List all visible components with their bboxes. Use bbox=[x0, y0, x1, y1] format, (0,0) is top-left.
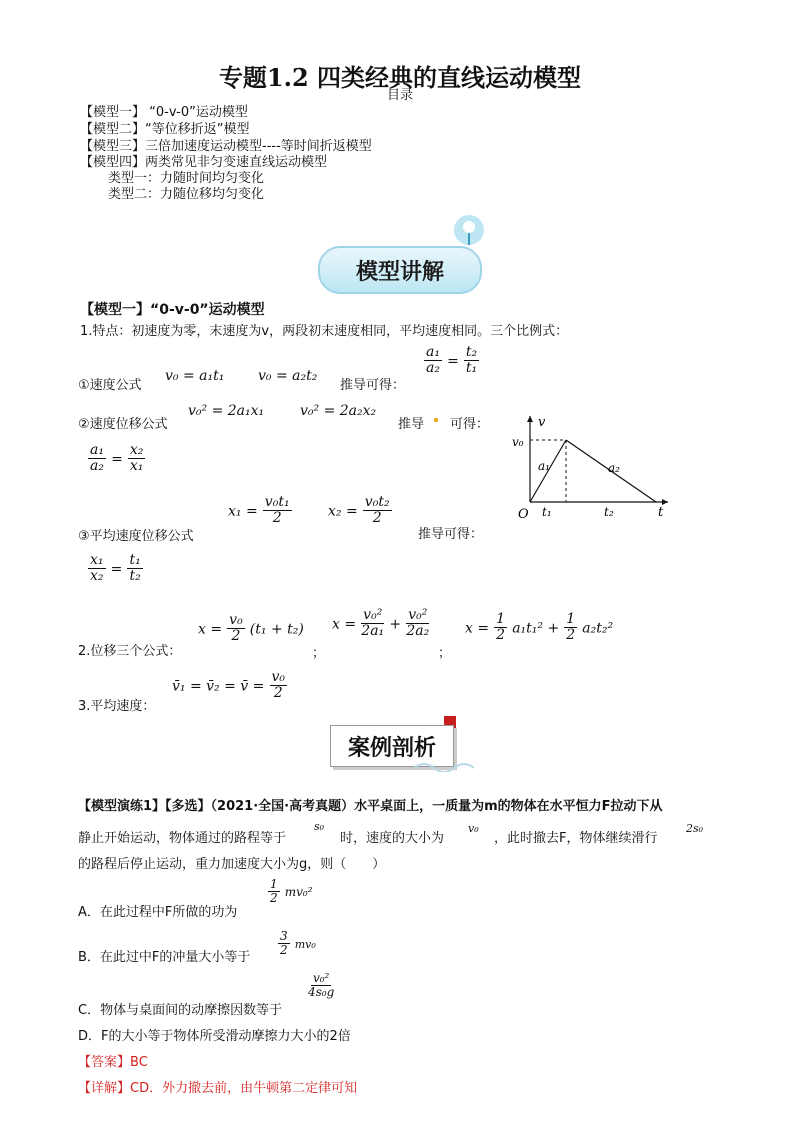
toc-item-4[interactable]: 【模型四】两类常见非匀变速直线运动模型 bbox=[80, 155, 328, 170]
disp-formula-2: v₀² = 2a₂x₂ bbox=[300, 403, 377, 419]
exercise-line-2a: 静止开始运动，物体通过的路程等于 bbox=[78, 831, 287, 846]
wave-decoration-icon bbox=[414, 760, 474, 772]
option-c-formula: $\frac{\text{v₀²}}{\text{4s₀g}}$ bbox=[308, 971, 335, 1000]
model1-features: 1.特点：初速度为零，末速度为v，两段初末速度相同，平均速度相同。三个比例式： bbox=[80, 324, 569, 339]
ratio-formula-2: $\frac{\text{a₁}}{\text{a₂}}$ = $\frac{\text{x₂}}{\text{x₁}}$ bbox=[90, 442, 144, 475]
toc-item-2[interactable]: 【模型二】“等位移折返”模型 bbox=[80, 122, 250, 137]
derive-label-3: 推导可得： bbox=[418, 527, 484, 542]
avg-speed-label: 3.平均速度： bbox=[78, 699, 156, 714]
speed-formula-2: v₀ = a₂t₂ bbox=[258, 368, 318, 384]
avg-speed-formula: v̄₁ = v̄₂ = v̄ = $\frac{\text{v₀}}{2}$ bbox=[172, 669, 286, 702]
toc-item-3[interactable]: 【模型三】三倍加速度运动模型----等时间折返模型 bbox=[80, 139, 372, 154]
derive-label-1: 推导可得： bbox=[340, 378, 406, 393]
s0-symbol: s₀ bbox=[314, 820, 325, 833]
detail: 【详解】CD．外力撤去前，由牛顿第二定律可知 bbox=[78, 1081, 358, 1096]
exercise-line-3: 的路程后停止运动，重力加速度大小为g，则（ ） bbox=[78, 857, 386, 872]
speed-formula-1: v₀ = a₁t₁ bbox=[165, 368, 225, 384]
option-c[interactable]: C．物体与桌面间的动摩擦因数等于 bbox=[78, 1003, 283, 1018]
graph-a1-label: a₁ bbox=[538, 459, 550, 473]
option-b[interactable]: B．在此过中F的冲量大小等于 bbox=[78, 950, 251, 965]
pos-formulas-label: 2.位移三个公式： bbox=[78, 644, 182, 659]
toc-heading: 目录 bbox=[386, 88, 413, 103]
separator-2: ； bbox=[438, 646, 452, 661]
avg-formula-1: x₁ = $\frac{\text{v₀t₁}}{2}$ bbox=[228, 494, 290, 527]
dot-mark bbox=[434, 418, 438, 422]
toc-item-1[interactable]: 【模型一】 “0-v-0”运动模型 bbox=[80, 105, 248, 120]
exercise-line-1: 【模型演练1】【多选】（2021·全国·高考真题）水平桌面上，一质量为m的物体在水平恒力F拉动下从 bbox=[78, 799, 663, 814]
vt-graph bbox=[508, 410, 678, 522]
option-d[interactable]: D．F的大小等于物体所受滑动摩擦力大小的2倍 bbox=[78, 1029, 351, 1044]
answer: 【答案】BC bbox=[78, 1055, 148, 1070]
graph-v0-label: v₀ bbox=[512, 435, 524, 449]
disp-formula-1: v₀² = 2a₁x₁ bbox=[188, 403, 265, 419]
case-analysis-badge: 案例剖析 bbox=[330, 725, 454, 767]
avg-formula-label: ③平均速度位移公式 bbox=[78, 529, 194, 544]
page-title: 专题1.2 四类经典的直线运动模型 bbox=[218, 63, 582, 92]
graph-origin-label: O bbox=[518, 507, 529, 522]
graph-v-label: v bbox=[538, 415, 546, 430]
model1-heading: 【模型一】“0-v-0”运动模型 bbox=[80, 302, 265, 318]
two-s0-symbol: 2s₀ bbox=[686, 822, 704, 835]
avg-formula-2: x₂ = $\frac{\text{v₀t₂}}{2}$ bbox=[328, 494, 390, 527]
separator-1: ； bbox=[312, 646, 326, 661]
pos-formula-3: x = $\frac{1}{2}$ a₁t₁² + $\frac{1}{2}$ a₂t₂² bbox=[465, 611, 614, 644]
toc-subitem-1[interactable]: 类型一：力随时间均匀变化 bbox=[108, 171, 265, 186]
flower-icon bbox=[452, 213, 486, 247]
exercise-line-2b: 时，速度的大小为 bbox=[340, 831, 445, 846]
pos-formula-1: x = $\frac{\text{v₀}}{2}$ (t₁ + t₂) bbox=[198, 612, 304, 645]
pos-formula-2: x = $\frac{\text{v₀²}}{\text{2a₁}}$ + $\frac{\text{v₀²}}{\text{2a₂}}$ bbox=[332, 607, 430, 640]
derive-label-2b: 可得： bbox=[450, 417, 490, 432]
graph-t-label: t bbox=[658, 505, 664, 520]
graph-t1-label: t₁ bbox=[542, 505, 552, 519]
graph-t2-label: t₂ bbox=[604, 505, 614, 519]
speed-formula-label: ①速度公式 bbox=[78, 378, 142, 393]
derive-label-2a: 推导 bbox=[398, 417, 425, 432]
disp-formula-label: ②速度位移公式 bbox=[78, 417, 168, 432]
option-b-formula: $\frac{3}{2}$ mv₀ bbox=[280, 929, 316, 958]
option-a-formula: $\frac{1}{2}$ mv₀² bbox=[270, 877, 313, 906]
graph-a2-label: a₂ bbox=[608, 461, 620, 475]
ratio-formula-3: $\frac{\text{x₁}}{\text{x₂}}$ = $\frac{\text{t₁}}{\text{t₂}}$ bbox=[90, 552, 141, 585]
exercise-line-2c: ，此时撤去F，物体继续滑行 bbox=[494, 831, 658, 846]
model-explain-badge: 模型讲解 bbox=[318, 246, 482, 294]
toc-subitem-2[interactable]: 类型二：力随位移均匀变化 bbox=[108, 187, 265, 202]
ratio-formula-1: $\frac{\text{a₁}}{\text{a₂}}$ = $\frac{\text{t₂}}{\text{t₁}}$ bbox=[426, 344, 478, 377]
v0-symbol: v₀ bbox=[468, 822, 479, 835]
option-a[interactable]: A．在此过程中F所做的功为 bbox=[78, 905, 238, 920]
